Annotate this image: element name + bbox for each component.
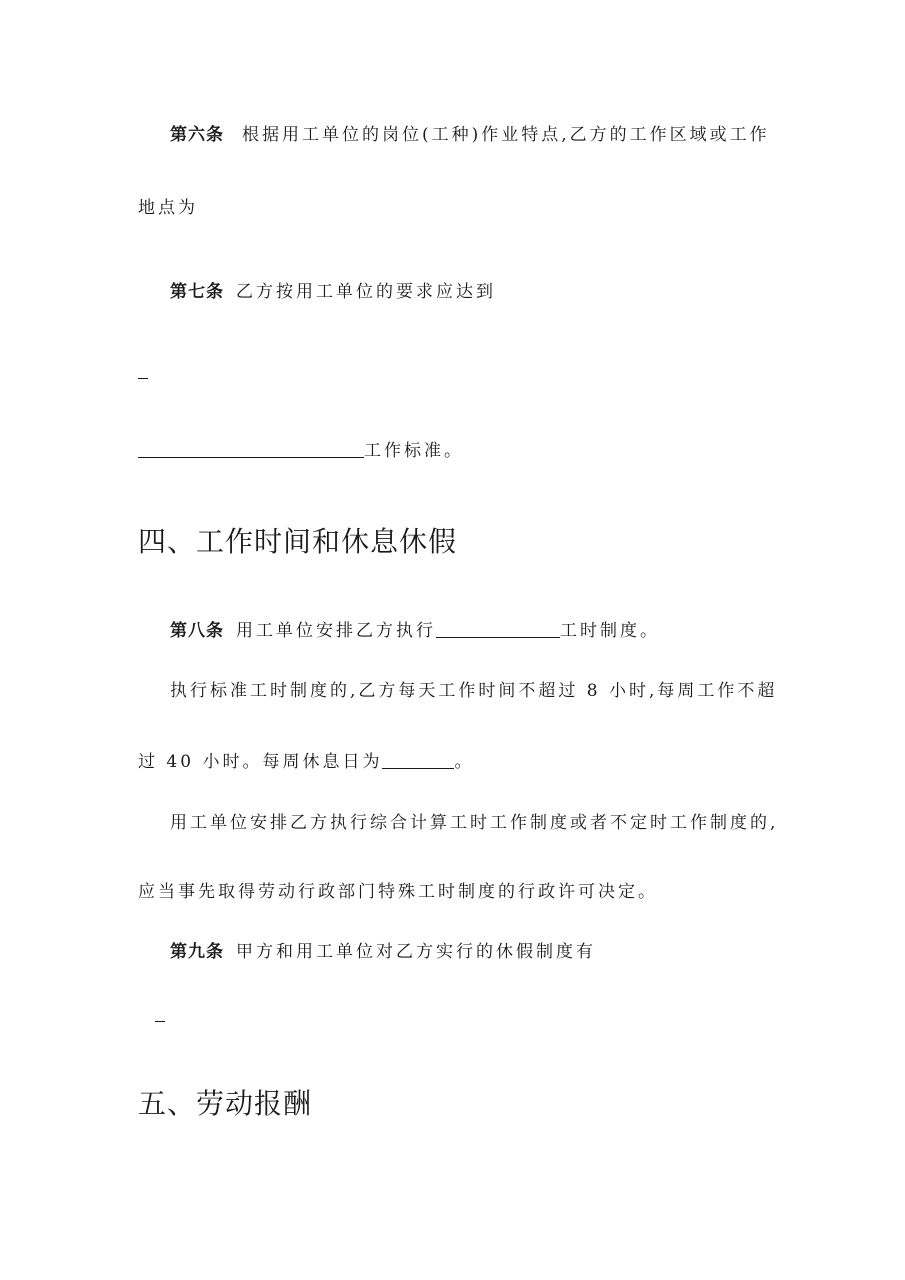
article-9-line-1 [170,944,596,961]
section-4-heading: 四、工作时间和休息休假 [138,525,458,558]
article-7-line-3 [138,443,464,460]
article-6-text-1: 根据用工单位的岗位(工种)作业特点,乙方的工作区域或工作 [242,125,770,145]
article-8-text-before: 用工单位安排乙方执行 [236,621,436,641]
article-8-para-2-after: 。 [454,752,475,772]
article-8-para-3-line-1: 用工单位安排乙方执行综合计算工时工作制度或者不定时工作制度的, [170,813,779,833]
article-8-para-2-before: 过 40 小时。每周休息日为 [138,752,383,772]
working-hours-system-blank[interactable] [436,636,560,638]
article-8-label: 第八条 [170,621,224,641]
article-7-text-after: 工作标准。 [364,441,464,461]
article-8-para-2-line-2 [138,754,474,771]
work-standard-blank[interactable] [138,456,364,458]
article-8-para-3-line-2: 应当事先取得劳动行政部门特殊工时制度的行政许可决定。 [138,882,658,902]
article-6-line-2: 地点为 [138,198,198,218]
article-8-line-1 [170,623,660,640]
section-5-heading: 五、劳动报酬 [138,1087,313,1120]
article-7-line-1 [170,284,496,301]
article-7-text-1: 乙方按用工单位的要求应达到 [236,282,496,302]
article-8-para-2-line-1: 执行标准工时制度的,乙方每天工作时间不超过 8 小时,每周工作不超 [170,681,778,701]
article-7-label: 第七条 [170,282,224,302]
article-6-label: 第六条 [170,125,224,145]
article-6-line-1 [170,127,770,144]
article-7-dash [138,378,148,379]
weekly-rest-day-blank[interactable] [382,767,454,769]
article-9-text-1: 甲方和用工单位对乙方实行的休假制度有 [236,942,596,962]
article-8-text-after: 工时制度。 [560,621,660,641]
article-9-dash [155,1021,165,1022]
article-9-label: 第九条 [170,942,224,962]
